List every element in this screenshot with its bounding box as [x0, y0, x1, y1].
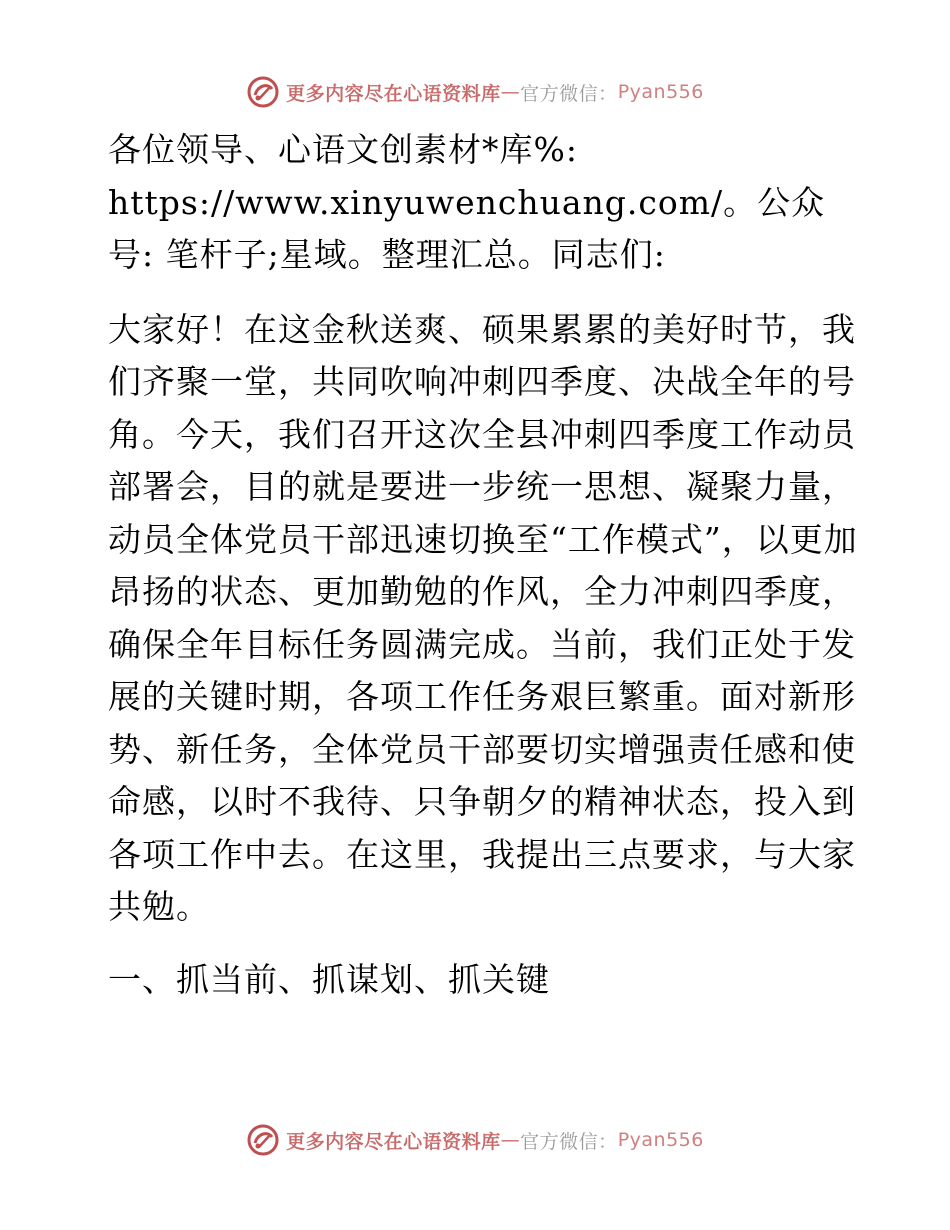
section-heading: 一、抓当前、抓谋划、抓关键	[108, 959, 550, 999]
banner-dash: —	[500, 1129, 521, 1151]
red-swirl-logo-icon	[246, 1123, 280, 1157]
banner-dash: —	[500, 81, 521, 103]
main-paragraph: 大家好！在这金秋送爽、硕果累累的美好时节，我们齐聚一堂，共同吹响冲刺四季度、决战全年的号角。今天，我们召开这次全县冲刺四季度工作动员部署会，目的就是要进一步统一思想、凝聚力量，动员全体党员干部迅速切换至“工作模式”，以更加昂扬的状态、更加勤勉的作风，全力冲刺四季度，确保全年目标任务圆满完成。当前，我们正处于发展的关键时期，各项工作任务艰巨繁重。面对新形势、新任务，全体党员干部要切实增强责任感和使命感，以时不我待、只争朝夕的精神状态，投入到各项工作中去。在这里，我提出三点要求，与大家共勉。	[108, 309, 858, 926]
banner-official-label: 官方微信：	[520, 82, 618, 105]
banner-wechat-id: Pyan556	[617, 81, 704, 103]
red-swirl-logo-icon	[246, 75, 280, 109]
header-banner	[0, 72, 950, 112]
banner-main-text: 更多内容尽在心语资料库	[286, 82, 501, 105]
document-body	[98, 124, 858, 1006]
footer-banner	[0, 1120, 950, 1160]
banner-wechat-id: Pyan556	[617, 1129, 704, 1151]
banner-official-label: 官方微信：	[520, 1130, 618, 1153]
opening-paragraph: 各位领导、心语文创素材*库%: https://www.xinyuwenchuang.com/。公众号: 笔杆子;星域。整理汇总。同志们:	[108, 130, 826, 274]
banner-main-text: 更多内容尽在心语资料库	[286, 1130, 501, 1153]
